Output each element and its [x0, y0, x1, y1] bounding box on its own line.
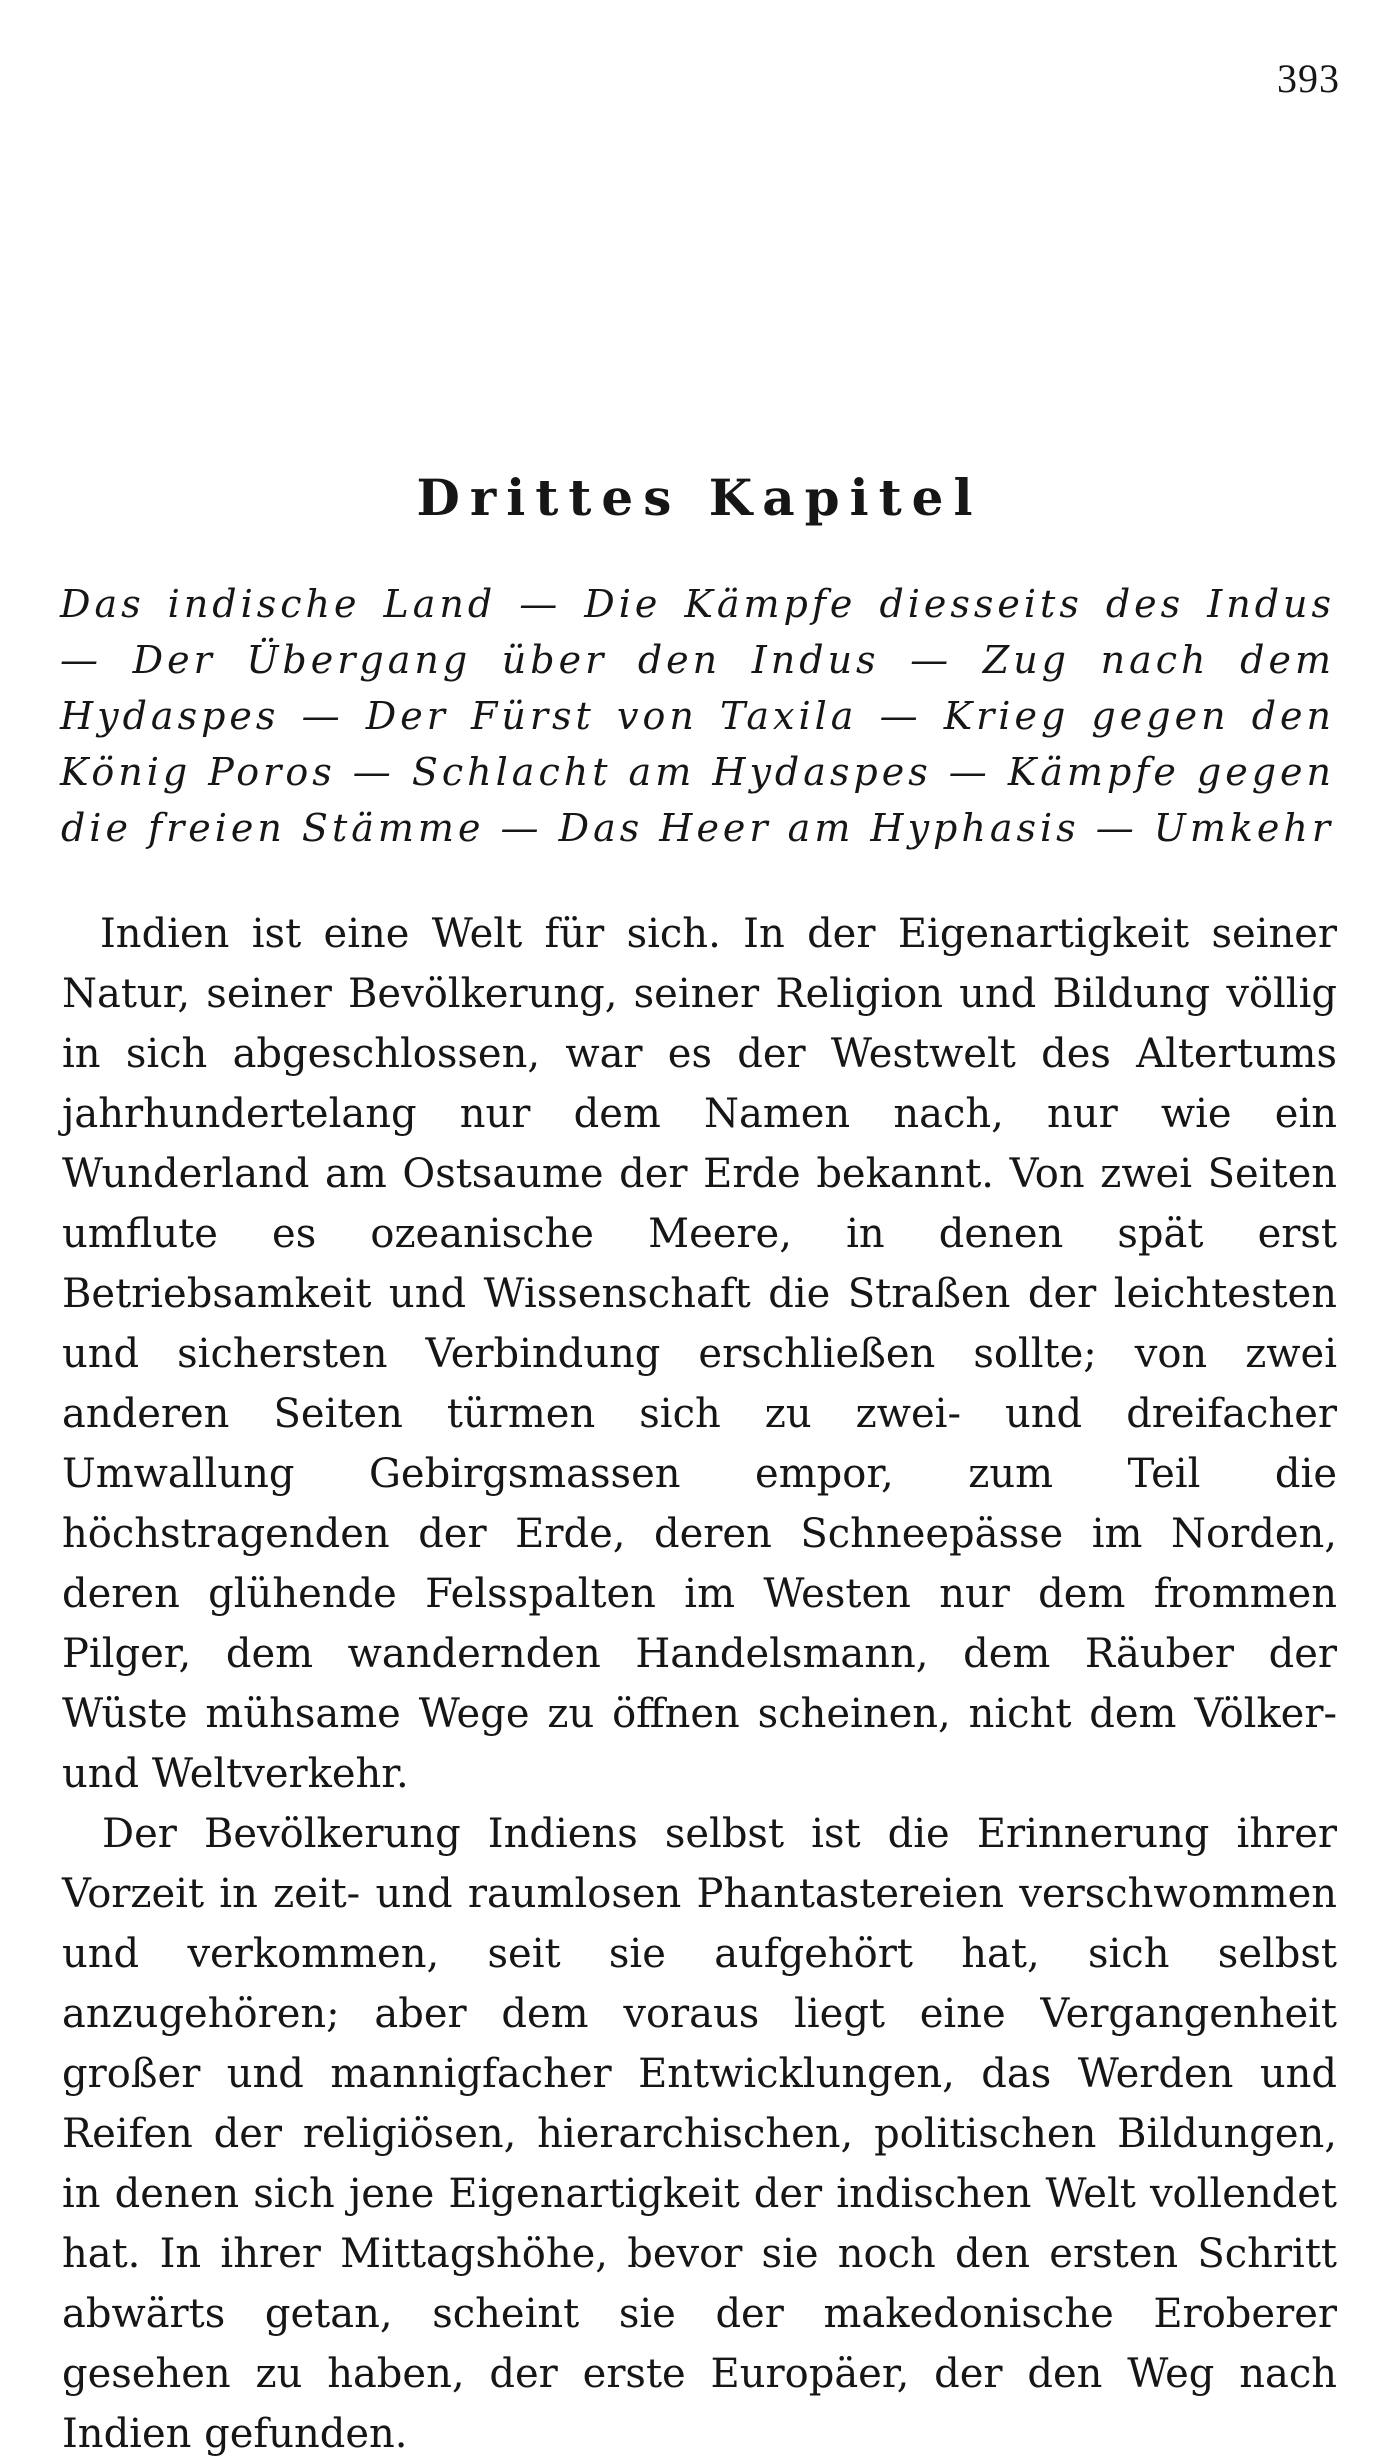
body-text	[62, 904, 1337, 2464]
paragraph: Indien ist eine Welt für sich. In der Eigenartigkeit seiner Natur, seiner Bevölkerung, seiner Religion und Bildung völlig in sich abgeschlossen, war es der Westwelt des Altertums jahrhundertelang nur dem Namen nach, nur wie ein Wunderland am Ostsaume der Erde bekannt. Von zwei Seiten umflute es ozeanische Meere, in denen spät erst Betriebsamkeit und Wissenschaft die Straßen der leichtesten und sichersten Verbindung erschließen sollte; von zwei anderen Seiten türmen sich zu zwei- und dreifacher Umwallung Gebirgsmassen empor, zum Teil die höchstragenden der Erde, deren Schneepässe im Norden, deren glühende Felsspalten im Westen nur dem frommen Pilger, dem wandernden Handelsmann, dem Räuber der Wüste mühsame Wege zu öffnen scheinen, nicht dem Völker- und Weltverkehr.	[62, 911, 1337, 1797]
chapter-title: Drittes Kapitel	[416, 468, 983, 527]
paragraph: Der Bevölkerung Indiens selbst ist die Erinnerung ihrer Vorzeit in zeit- und raumlosen Phantastereien verschwommen und verkommen, seit sie aufgehört hat, sich selbst anzugehören; aber dem voraus liegt eine Vergangenheit großer und mannigfacher Entwicklungen, das Werden und Reifen der religiösen, hierarchischen, politischen Bildungen, in denen sich jene Eigenartigkeit der indischen Welt vollendet hat. In ihrer Mittagshöhe, bevor sie noch den ersten Schritt abwärts getan, scheint sie der makedonische Eroberer gesehen zu haben, der erste Europäer, der den Weg nach Indien gefunden.	[62, 1811, 1337, 2457]
chapter-summary: Das indische Land — Die Kämpfe diesseits des Indus — Der Übergang über den Indus — Zug nach dem Hydaspes — Der Fürst von Taxila — Krieg gegen den König Poros — Schlacht am Hydaspes — Kämpfe gegen die freien Stämme — Das Heer am Hyphasis — Umkehr	[60, 582, 1335, 850]
page-number: 393	[1277, 56, 1340, 101]
